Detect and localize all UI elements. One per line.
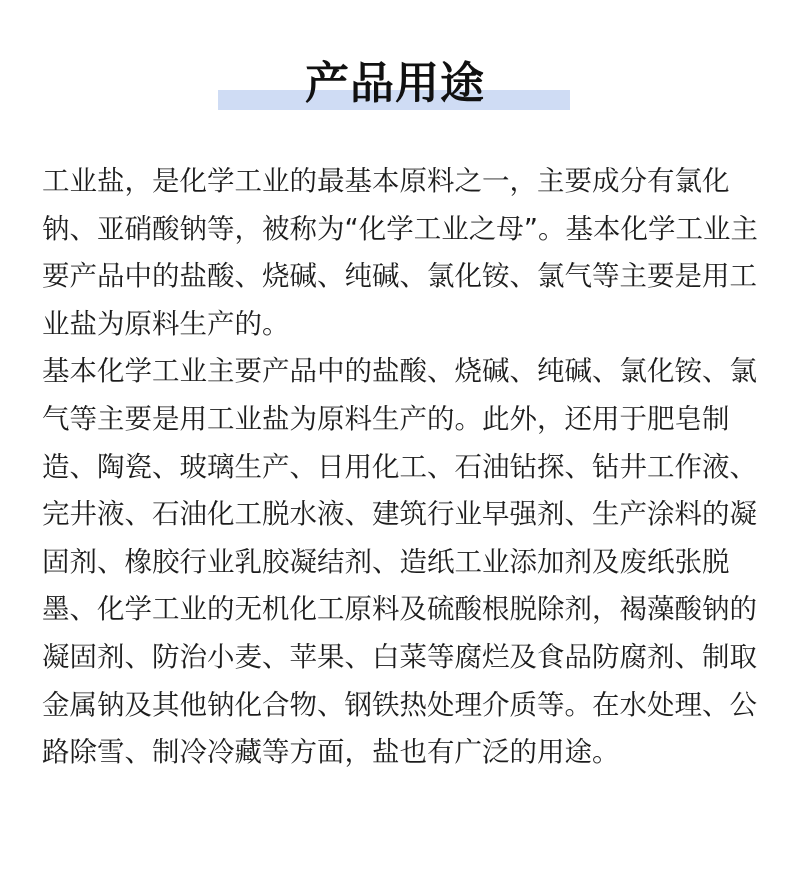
page-title: 产品用途 <box>305 58 485 109</box>
section-header <box>0 52 790 122</box>
paragraph-uses: 基本化学工业主要产品中的盐酸、烧碱、纯碱、氯化铵、氯气等主要是用工业盐为原料生产的。此外，还用于肥皂制造、陶瓷、玻璃生产、日用化工、石油钻探、钻井工作液、完井液、石油化工脱水液、建筑行业早强剂、生产涂料的凝固剂、橡胶行业乳胶凝结剂、造纸工业添加剂及废纸张脱墨、化学工业的无机化工原料及硫酸根脱除剂，褐藻酸钠的凝固剂、防治小麦、苹果、白菜等腐烂及食品防腐剂、制取金属钠及其他钠化合物、钢铁热处理介质等。在水处理、公路除雪、制冷冷藏等方面，盐也有广泛的用途。 <box>42 355 757 769</box>
description-body <box>42 158 764 777</box>
paragraph-intro: 工业盐，是化学工业的最基本原料之一，主要成分有氯化钠、亚硝酸钠等，被称为“化学工业之母”。基本化学工业主要产品中的盐酸、烧碱、纯碱、氯化铵、氯气等主要是用工业盐为原料生产的。 <box>42 165 758 340</box>
